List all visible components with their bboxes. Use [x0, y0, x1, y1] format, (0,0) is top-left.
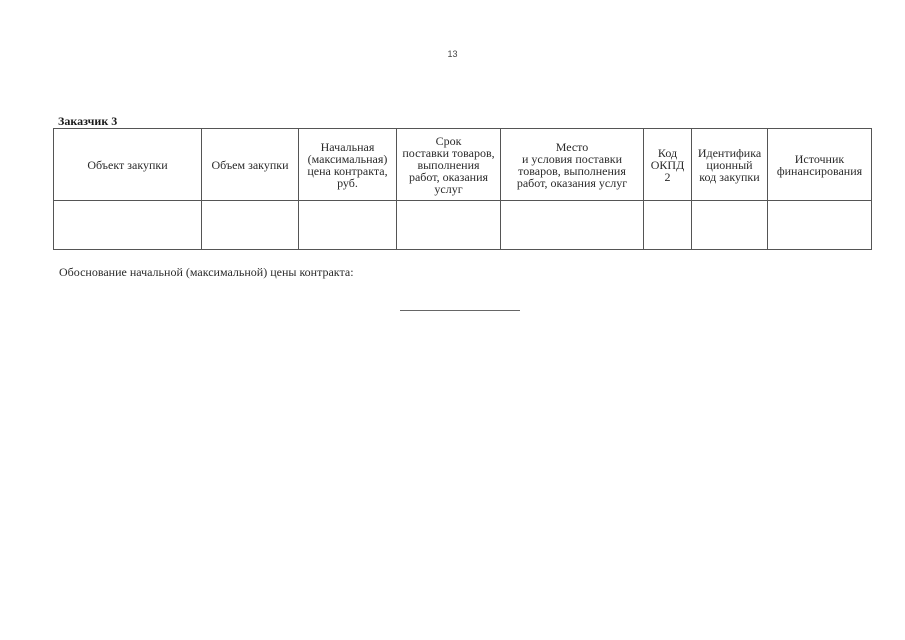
header-initial-max-price: Начальная (максимальная) цена контракта, руб.	[299, 129, 397, 201]
page-number: 13	[447, 49, 458, 59]
header-delivery-place-conditions: Место и условия поставки товаров, выполнения работ, оказания услуг	[501, 129, 644, 201]
table-cell	[692, 201, 768, 250]
separator-line	[400, 310, 520, 311]
header-procurement-volume: Объем закупки	[202, 129, 299, 201]
header-procurement-object: Объект закупки	[54, 129, 202, 201]
table-cell	[397, 201, 501, 250]
table-row	[54, 201, 872, 250]
section-title: Заказчик 3	[58, 114, 118, 128]
procurement-table	[53, 128, 872, 250]
header-okpd2-code: Код ОКПД 2	[644, 129, 692, 201]
price-justification-note: Обоснование начальной (максимальной) цены контракта:	[59, 265, 354, 279]
table-cell	[501, 201, 644, 250]
table-cell	[644, 201, 692, 250]
table-cell	[54, 201, 202, 250]
table-cell	[768, 201, 872, 250]
table-cell	[299, 201, 397, 250]
header-funding-source: Источник финансирования	[768, 129, 872, 201]
header-delivery-term: Срок поставки товаров, выполнения работ, оказания услуг	[397, 129, 501, 201]
table-header-row	[54, 129, 872, 201]
table-cell	[202, 201, 299, 250]
header-procurement-id-code: Идентифика ционный код закупки	[692, 129, 768, 201]
